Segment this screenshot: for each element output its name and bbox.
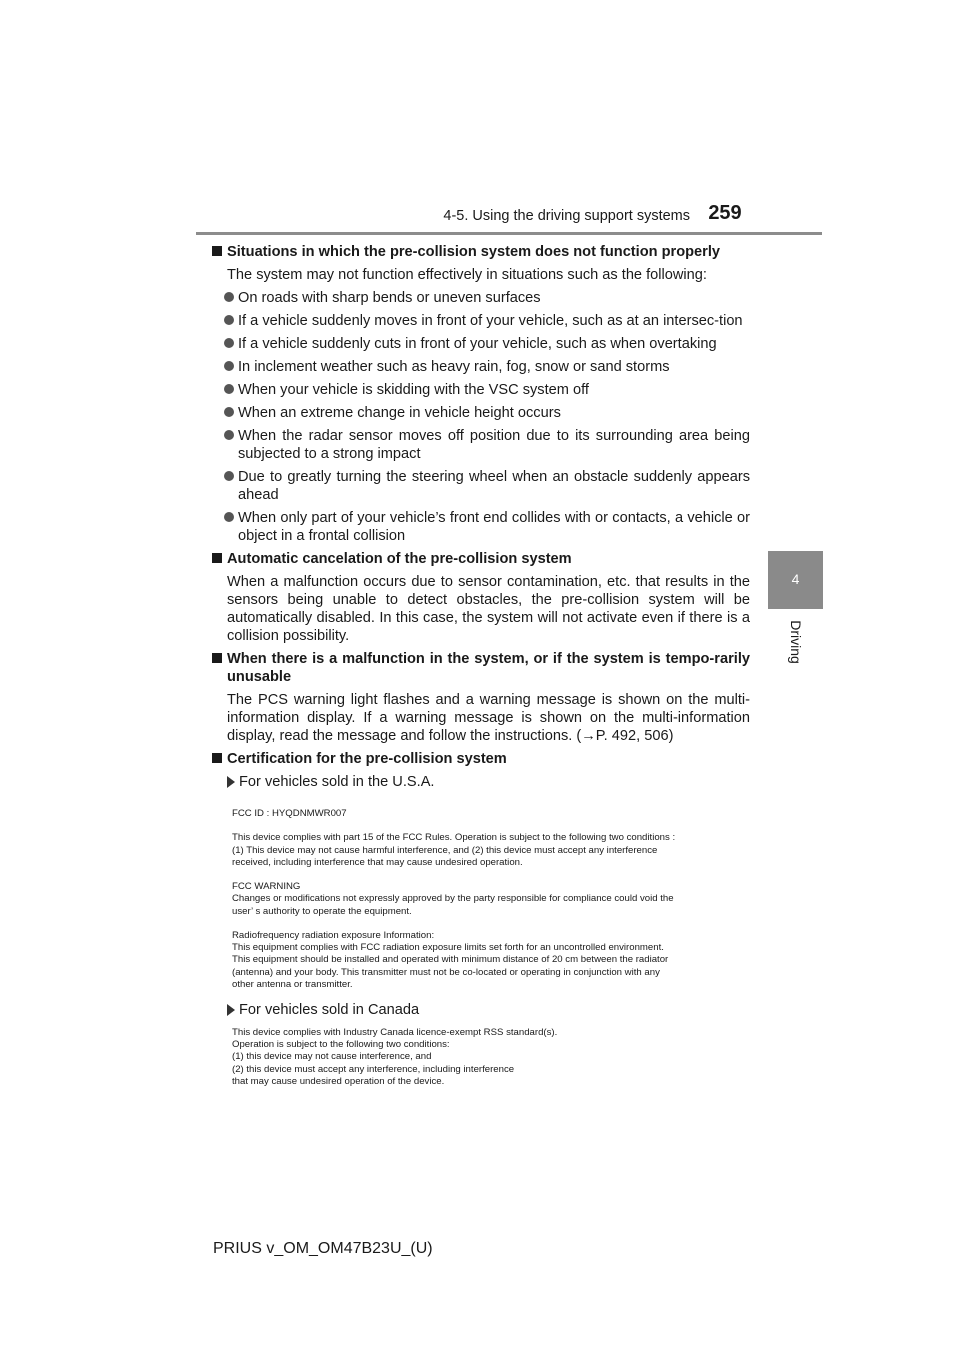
- circle-bullet-icon: [224, 384, 234, 394]
- chapter-label: Driving: [788, 620, 804, 664]
- section-heading-text: Certification for the pre-collision system: [227, 751, 507, 767]
- circle-bullet-icon: [224, 292, 234, 302]
- chapter-number: 4: [791, 571, 800, 587]
- circle-bullet-icon: [224, 361, 234, 371]
- section-body: When a malfunction occurs due to sensor contamination, etc. that results in the sensors being unable to detect obstacles, the pre-collision system will be automatically disabled. In this case, the system will not activate even if there is a collision possibility.: [227, 574, 750, 644]
- fcc-statement: FCC ID : HYQDNMWR007 This device complies with part 15 of the FCC Rules. Operation is subject to the following two conditions : (1) This device may not cause harmful interference, and (2) this device must accept any interference received, including interference that may cause undesired operation. FCC WARNING Changes or modifications not expressly approved by the party responsible for compliance could void the user’ s authority to operate the equipment. Radiofrequency radiation exposure Information: This equipment complies with FCC radiation exposure limits set forth for an uncontrolled environment. This equipment should be installed and operated with minimum distance of 20 cm between the radiator (antenna) and your body. This transmitter must not be co-located or operating in conjunction with any other antenna or transmitter.: [232, 808, 676, 990]
- list-item: [212, 404, 750, 422]
- list-item: [212, 468, 750, 504]
- model-code: PRIUS v_OM_OM47B23U_(U): [213, 1240, 433, 1257]
- list-item-text: On roads with sharp bends or uneven surfaces: [238, 290, 541, 306]
- circle-bullet-icon: [224, 407, 234, 417]
- circle-bullet-icon: [224, 315, 234, 325]
- chapter-side-label: [768, 612, 823, 672]
- chapter-tab: [768, 551, 823, 609]
- section-heading: [212, 750, 750, 768]
- circle-bullet-icon: [224, 471, 234, 481]
- list-item-text: When an extreme change in vehicle height occurs: [238, 405, 561, 421]
- square-bullet-icon: [212, 246, 222, 256]
- list-item-text: In inclement weather such as heavy rain, fog, snow or sand storms: [238, 359, 670, 375]
- list-item: [212, 509, 750, 545]
- region-label-usa: [212, 773, 750, 791]
- section-intro: The system may not function effectively in situations such as the following:: [227, 267, 707, 283]
- region-label-text: For vehicles sold in the U.S.A.: [239, 774, 435, 790]
- list-item: [212, 358, 750, 376]
- list-item: [212, 381, 750, 399]
- square-bullet-icon: [212, 553, 222, 563]
- canada-statement: This device complies with Industry Canada licence-exempt RSS standard(s). Operation is subject to the following two conditions: (1) this device may not cause interference, and (2) this device must accept any interference, including interference that may cause undesired operation of the device.: [232, 1027, 558, 1087]
- list-item: [212, 289, 750, 307]
- list-item: [212, 312, 750, 330]
- circle-bullet-icon: [224, 512, 234, 522]
- section-title: 4-5. Using the driving support systems: [443, 208, 690, 224]
- region-label-canada: [212, 1001, 750, 1019]
- list-item-text: When only part of your vehicle’s front end collides with or contacts, a vehicle or object in a frontal collision: [238, 510, 750, 544]
- list-item-text: When your vehicle is skidding with the VSC system off: [238, 382, 589, 398]
- circle-bullet-icon: [224, 338, 234, 348]
- square-bullet-icon: [212, 653, 222, 663]
- region-label-text: For vehicles sold in Canada: [239, 1002, 420, 1019]
- list-item-text: If a vehicle suddenly moves in front of your vehicle, such as at an intersec-tion: [238, 313, 743, 329]
- section-heading-text: When there is a malfunction in the system, or if the system is tempo-rarily unusable: [227, 651, 750, 685]
- list-item: [212, 427, 750, 463]
- triangle-bullet-icon: [227, 776, 235, 788]
- bullet-list: [212, 289, 750, 545]
- list-item-text: When the radar sensor moves off position due to its surrounding area being subjected to a strong impact: [238, 428, 750, 462]
- section-heading: [212, 550, 750, 568]
- triangle-bullet-icon: [227, 1004, 235, 1016]
- section-heading: [212, 650, 750, 686]
- header-divider: [196, 232, 822, 235]
- section-heading-text: Situations in which the pre-collision system does not function properly: [227, 244, 720, 260]
- main-content: [212, 243, 750, 1088]
- list-item-text: Due to greatly turning the steering wheel when an obstacle suddenly appears ahead: [238, 469, 750, 503]
- list-item-text: If a vehicle suddenly cuts in front of your vehicle, such as when overtaking: [238, 336, 717, 352]
- section-heading: [212, 243, 750, 261]
- section-heading-text: Automatic cancelation of the pre-collision system: [227, 551, 572, 567]
- section-body: The PCS warning light flashes and a warning message is shown on the multi-information display. If a warning message is shown on the multi-information display, read the message and follow the instructions. (→P. 492, 506): [227, 692, 750, 744]
- page-number: 259: [708, 202, 742, 224]
- square-bullet-icon: [212, 753, 222, 763]
- list-item: [212, 335, 750, 353]
- circle-bullet-icon: [224, 430, 234, 440]
